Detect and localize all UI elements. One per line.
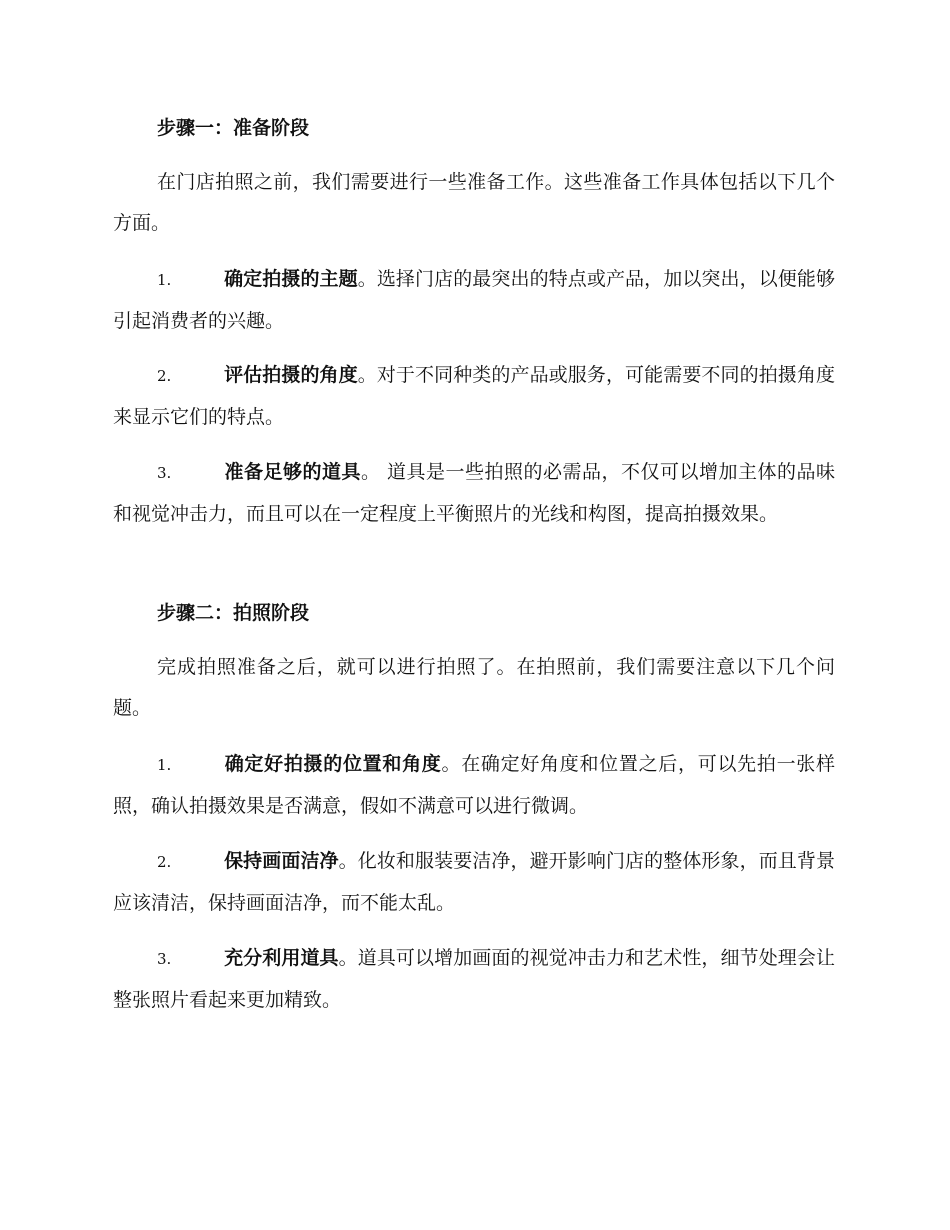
section-1-item-1 <box>113 259 835 342</box>
section-1-item-3 <box>113 452 835 535</box>
section-1-heading: 步骤一：准备阶段 <box>157 117 310 139</box>
list-number: 1. <box>157 756 172 774</box>
section-2-item-2 <box>113 841 835 924</box>
item-title: 确定好拍摄的位置和角度 <box>224 753 442 775</box>
section-2-item-1 <box>113 744 835 827</box>
item-text: 。选择门店的最突出的特点或产品，加以突出，以便能够引起消费者的兴趣。 <box>113 268 835 332</box>
section-2-heading: 步骤二：拍照阶段 <box>157 602 310 624</box>
item-title: 确定拍摄的主题 <box>224 268 358 290</box>
item-text: 。 道具是一些拍照的必需品，不仅可以增加主体的品味和视觉冲击力，而且可以在一定程度上平衡照片的光线和构图，提高拍摄效果。 <box>113 461 835 525</box>
item-text: 。对于不同种类的产品或服务，可能需要不同的拍摄角度来显示它们的特点。 <box>113 364 835 428</box>
list-number: 2. <box>157 853 172 871</box>
section-1-intro: 在门店拍照之前，我们需要进行一些准备工作。这些准备工作具体包括以下几个方面。 <box>113 171 835 234</box>
list-number: 2. <box>157 367 172 385</box>
item-title: 准备足够的道具 <box>224 461 361 483</box>
section-2-intro: 完成拍照准备之后，就可以进行拍照了。在拍照前，我们需要注意以下几个问题。 <box>113 656 835 719</box>
item-title: 保持画面洁净 <box>224 850 339 872</box>
section-2-item-3 <box>113 938 835 1021</box>
section-1-item-2 <box>113 355 835 438</box>
item-text: 。在确定好角度和位置之后，可以先拍一张样照，确认拍摄效果是否满意，假如不满意可以进行微调。 <box>113 753 835 817</box>
list-number: 3. <box>157 950 172 968</box>
item-title: 评估拍摄的角度 <box>224 364 358 386</box>
item-title: 充分利用道具 <box>224 947 339 969</box>
item-text: 。化妆和服装要洁净，避开影响门店的整体形象，而且背景应该清洁，保持画面洁净，而不能太乱。 <box>113 850 835 914</box>
list-number: 3. <box>157 464 172 482</box>
item-text: 。道具可以增加画面的视觉冲击力和艺术性，细节处理会让整张照片看起来更加精致。 <box>113 947 835 1011</box>
list-number: 1. <box>157 271 172 289</box>
